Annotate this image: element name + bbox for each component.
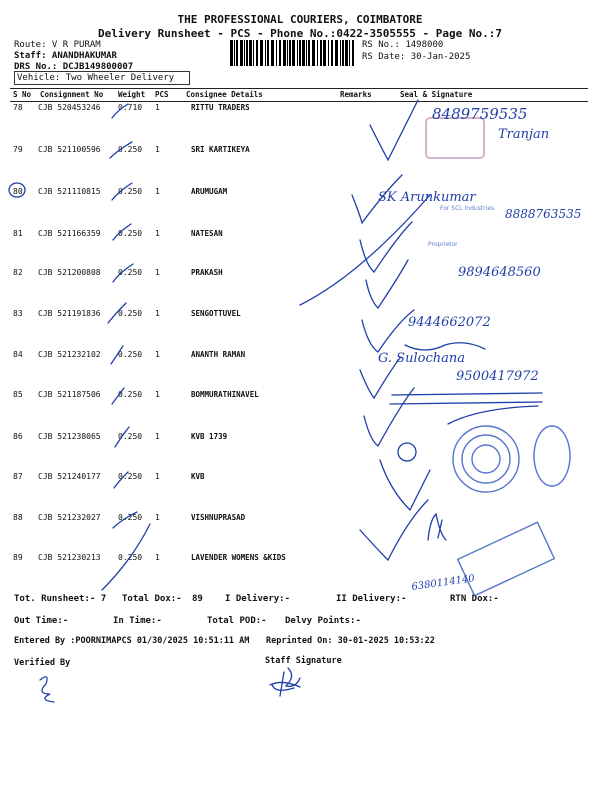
- row-sno: 87: [13, 472, 23, 481]
- barcode-bar: [297, 40, 298, 66]
- in-time: In Time:-: [113, 616, 162, 626]
- row-consignment: CJB 521110815: [38, 187, 101, 196]
- barcode-bar: [349, 40, 350, 66]
- row-consignee: LAVENDER WOMENS &KIDS: [191, 553, 286, 562]
- table-row: [0, 229, 600, 271]
- rs-date: RS Date: 30-Jan-2025: [362, 52, 471, 62]
- table-row: [0, 145, 600, 187]
- out-time: Out Time:-: [14, 616, 69, 626]
- table-row: [0, 187, 600, 229]
- barcode-bar: [292, 40, 295, 66]
- row-weight: 0.710: [118, 103, 143, 112]
- delivery-points: Delvy Points:-: [285, 616, 361, 626]
- verified-signature: [40, 677, 54, 702]
- row-sno: 84: [13, 350, 23, 359]
- handwritten-phone: 6380114140: [410, 573, 476, 593]
- rs-number: RS No.: 1498000: [362, 40, 444, 50]
- ii-delivery: II Delivery:-: [336, 594, 407, 604]
- page-title: THE PROFESSIONAL COURIERS, COIMBATORE: [177, 13, 423, 26]
- row-consignment: CJB 521200808: [38, 268, 101, 277]
- barcode-bar: [308, 40, 310, 66]
- barcode-bar: [287, 40, 288, 66]
- table-row: [0, 268, 600, 310]
- total-pod: Total POD:-: [207, 616, 267, 626]
- barcode-bar: [230, 40, 233, 66]
- row-sno: 81: [13, 229, 23, 238]
- row-weight: 0.250: [118, 553, 143, 562]
- staff-signature: [270, 682, 300, 687]
- i-delivery: I Delivery:-: [225, 594, 291, 604]
- row-pcs: 1: [155, 103, 160, 112]
- table-row: [0, 472, 600, 514]
- handwritten-phone: 9894648560: [458, 265, 541, 280]
- row-pcs: 1: [155, 553, 160, 562]
- row-consignee: VISHNUPRASAD: [191, 513, 246, 522]
- row-pcs: 1: [155, 145, 160, 154]
- row-pcs: 1: [155, 187, 160, 196]
- barcode-bar: [244, 40, 245, 66]
- barcode-bar: [289, 40, 291, 66]
- staff-label: Staff: ANANDHAKUMAR: [14, 51, 117, 61]
- handwritten-name: Tranjan: [498, 127, 550, 142]
- row-pcs: 1: [155, 229, 160, 238]
- row-weight: 0.250: [118, 513, 143, 522]
- row-consignment: CJB 521232027: [38, 513, 101, 522]
- row-pcs: 1: [155, 513, 160, 522]
- row-pcs: 1: [155, 350, 160, 359]
- barcode-bar: [271, 40, 274, 66]
- row-consignee: SRI KARTIKEYA: [191, 145, 250, 154]
- rtn-dox: RTN Dox:-: [450, 594, 499, 604]
- handwritten-phone: 8888763535: [505, 207, 582, 221]
- row-consignment: CJB 521232102: [38, 350, 101, 359]
- barcode-bar: [234, 40, 235, 66]
- col-remarks: Remarks: [340, 90, 372, 99]
- barcode-bar: [299, 40, 301, 66]
- row-pcs: 1: [155, 268, 160, 277]
- row-sno: 80: [13, 187, 23, 196]
- row-pcs: 1: [155, 432, 160, 441]
- row-consignee: PRAKASH: [191, 268, 223, 277]
- row-sno: 79: [13, 145, 23, 154]
- stamp-text: For SCL Industries: [440, 205, 495, 212]
- stamp-text: Proprietor: [428, 241, 458, 248]
- barcode-bar: [317, 40, 318, 66]
- total-runsheet: Tot. Runsheet:- 7: [14, 594, 107, 604]
- table-row: [0, 432, 600, 474]
- barcode-bar: [253, 40, 254, 66]
- barcode-bar: [320, 40, 322, 66]
- barcode-bar: [283, 40, 286, 66]
- row-weight: 0.250: [118, 187, 143, 196]
- row-consignment: CJB 521100596: [38, 145, 101, 154]
- barcode-bar: [342, 40, 344, 66]
- barcode-bar: [260, 40, 263, 66]
- verified-by-label: Verified By: [14, 658, 71, 668]
- barcode-bar: [276, 40, 277, 66]
- row-consignment: CJB 521230213: [38, 553, 101, 562]
- barcode-bar: [267, 40, 269, 66]
- row-consignee: NATESAN: [191, 229, 223, 238]
- col-consignment: Consignment No: [40, 90, 104, 99]
- barcode-bar: [265, 40, 266, 66]
- table-row: [0, 390, 600, 432]
- table-row: [0, 553, 600, 595]
- row-weight: 0.250: [118, 229, 143, 238]
- row-sno: 88: [13, 513, 23, 522]
- col-pcs: PCS: [155, 90, 169, 99]
- time-line: [14, 616, 594, 628]
- barcode-bar: [240, 40, 243, 66]
- row-sno: 82: [13, 268, 23, 277]
- barcode-bar: [352, 40, 354, 66]
- staff-signature-label: Staff Signature: [265, 656, 342, 666]
- reprinted-on: Reprinted On: 30-01-2025 10:53:22: [266, 636, 435, 646]
- row-weight: 0.250: [118, 472, 143, 481]
- table-row: [0, 513, 600, 555]
- row-weight: 0.250: [118, 390, 143, 399]
- route-label: Route: V R PURAM: [14, 40, 101, 50]
- row-weight: 0.250: [118, 145, 143, 154]
- staff-signature: [272, 668, 300, 696]
- barcode-bar: [256, 40, 258, 66]
- col-seal-signature: Seal & Signature: [400, 90, 473, 99]
- table-header: [10, 88, 588, 102]
- row-sno: 85: [13, 390, 23, 399]
- handwritten-phone: 9500417972: [456, 369, 539, 384]
- entered-by: Entered By :POORNIMAPCS 01/30/2025 10:51:11 AM: [14, 636, 250, 646]
- col-consignee: Consignee Details: [186, 90, 263, 99]
- col-weight: Weight: [118, 90, 146, 99]
- row-consignee: ANANTH RAMAN: [191, 350, 246, 359]
- row-consignment: CJB 521238065: [38, 432, 101, 441]
- total-dox-value: 89: [192, 594, 203, 604]
- handwritten-phone: 8489759535: [432, 105, 528, 123]
- row-sno: 78: [13, 103, 23, 112]
- row-consignee: KVB 1739: [191, 432, 228, 441]
- barcode-bar: [345, 40, 348, 66]
- row-sno: 89: [13, 553, 23, 562]
- table-row: [0, 309, 600, 351]
- barcode-bar: [331, 40, 333, 66]
- drs-number: DRS No.: DCJB149800007: [14, 62, 134, 72]
- barcode-bar: [312, 40, 315, 66]
- runsheet-subtitle: Delivery Runsheet - PCS - Phone No.:0422-3505555 - Page No.:7: [98, 27, 502, 40]
- row-consignment: CJB 521191836: [38, 309, 101, 318]
- table-row: [0, 103, 600, 145]
- handwritten-phone: 9444662072: [408, 315, 491, 330]
- row-sno: 86: [13, 432, 23, 441]
- barcode-bar: [246, 40, 248, 66]
- row-weight: 0.250: [118, 432, 143, 441]
- col-sno: S No: [13, 90, 32, 99]
- row-pcs: 1: [155, 309, 160, 318]
- barcode-bar: [236, 40, 238, 66]
- row-consignment: CJB 521240177: [38, 472, 101, 481]
- row-consignee: KVB: [191, 472, 205, 481]
- barcode-bar: [279, 40, 281, 66]
- barcode-bar: [340, 40, 341, 66]
- totals-line: [14, 594, 594, 606]
- barcode-bar: [335, 40, 338, 66]
- barcode-bar: [323, 40, 326, 66]
- row-pcs: 1: [155, 390, 160, 399]
- row-consignment: CJB 521187506: [38, 390, 101, 399]
- table-row: [0, 350, 600, 392]
- row-consignee: SENGOTTUVEL: [191, 309, 241, 318]
- barcode-bar: [302, 40, 305, 66]
- barcode-bar: [328, 40, 329, 66]
- row-weight: 0.250: [118, 350, 143, 359]
- vehicle-type: Vehicle: Two Wheeler Delivery: [14, 71, 190, 85]
- row-sno: 83: [13, 309, 23, 318]
- barcode-bar: [249, 40, 252, 66]
- handwritten-name: SK Arunkumar: [378, 190, 476, 205]
- total-dox: Total Dox:-: [122, 594, 182, 604]
- handwritten-name: G. Sulochana: [378, 351, 465, 366]
- row-consignee: ARUMUGAM: [191, 187, 228, 196]
- row-weight: 0.250: [118, 309, 143, 318]
- barcode: [230, 40, 355, 66]
- row-consignment: CJB 521166359: [38, 229, 101, 238]
- row-pcs: 1: [155, 472, 160, 481]
- barcode-bar: [306, 40, 307, 66]
- row-weight: 0.250: [118, 268, 143, 277]
- row-consignee: BOMMURATHINAVEL: [191, 390, 259, 399]
- row-consignment: CJB 520453246: [38, 103, 101, 112]
- row-consignee: RITTU TRADERS: [191, 103, 250, 112]
